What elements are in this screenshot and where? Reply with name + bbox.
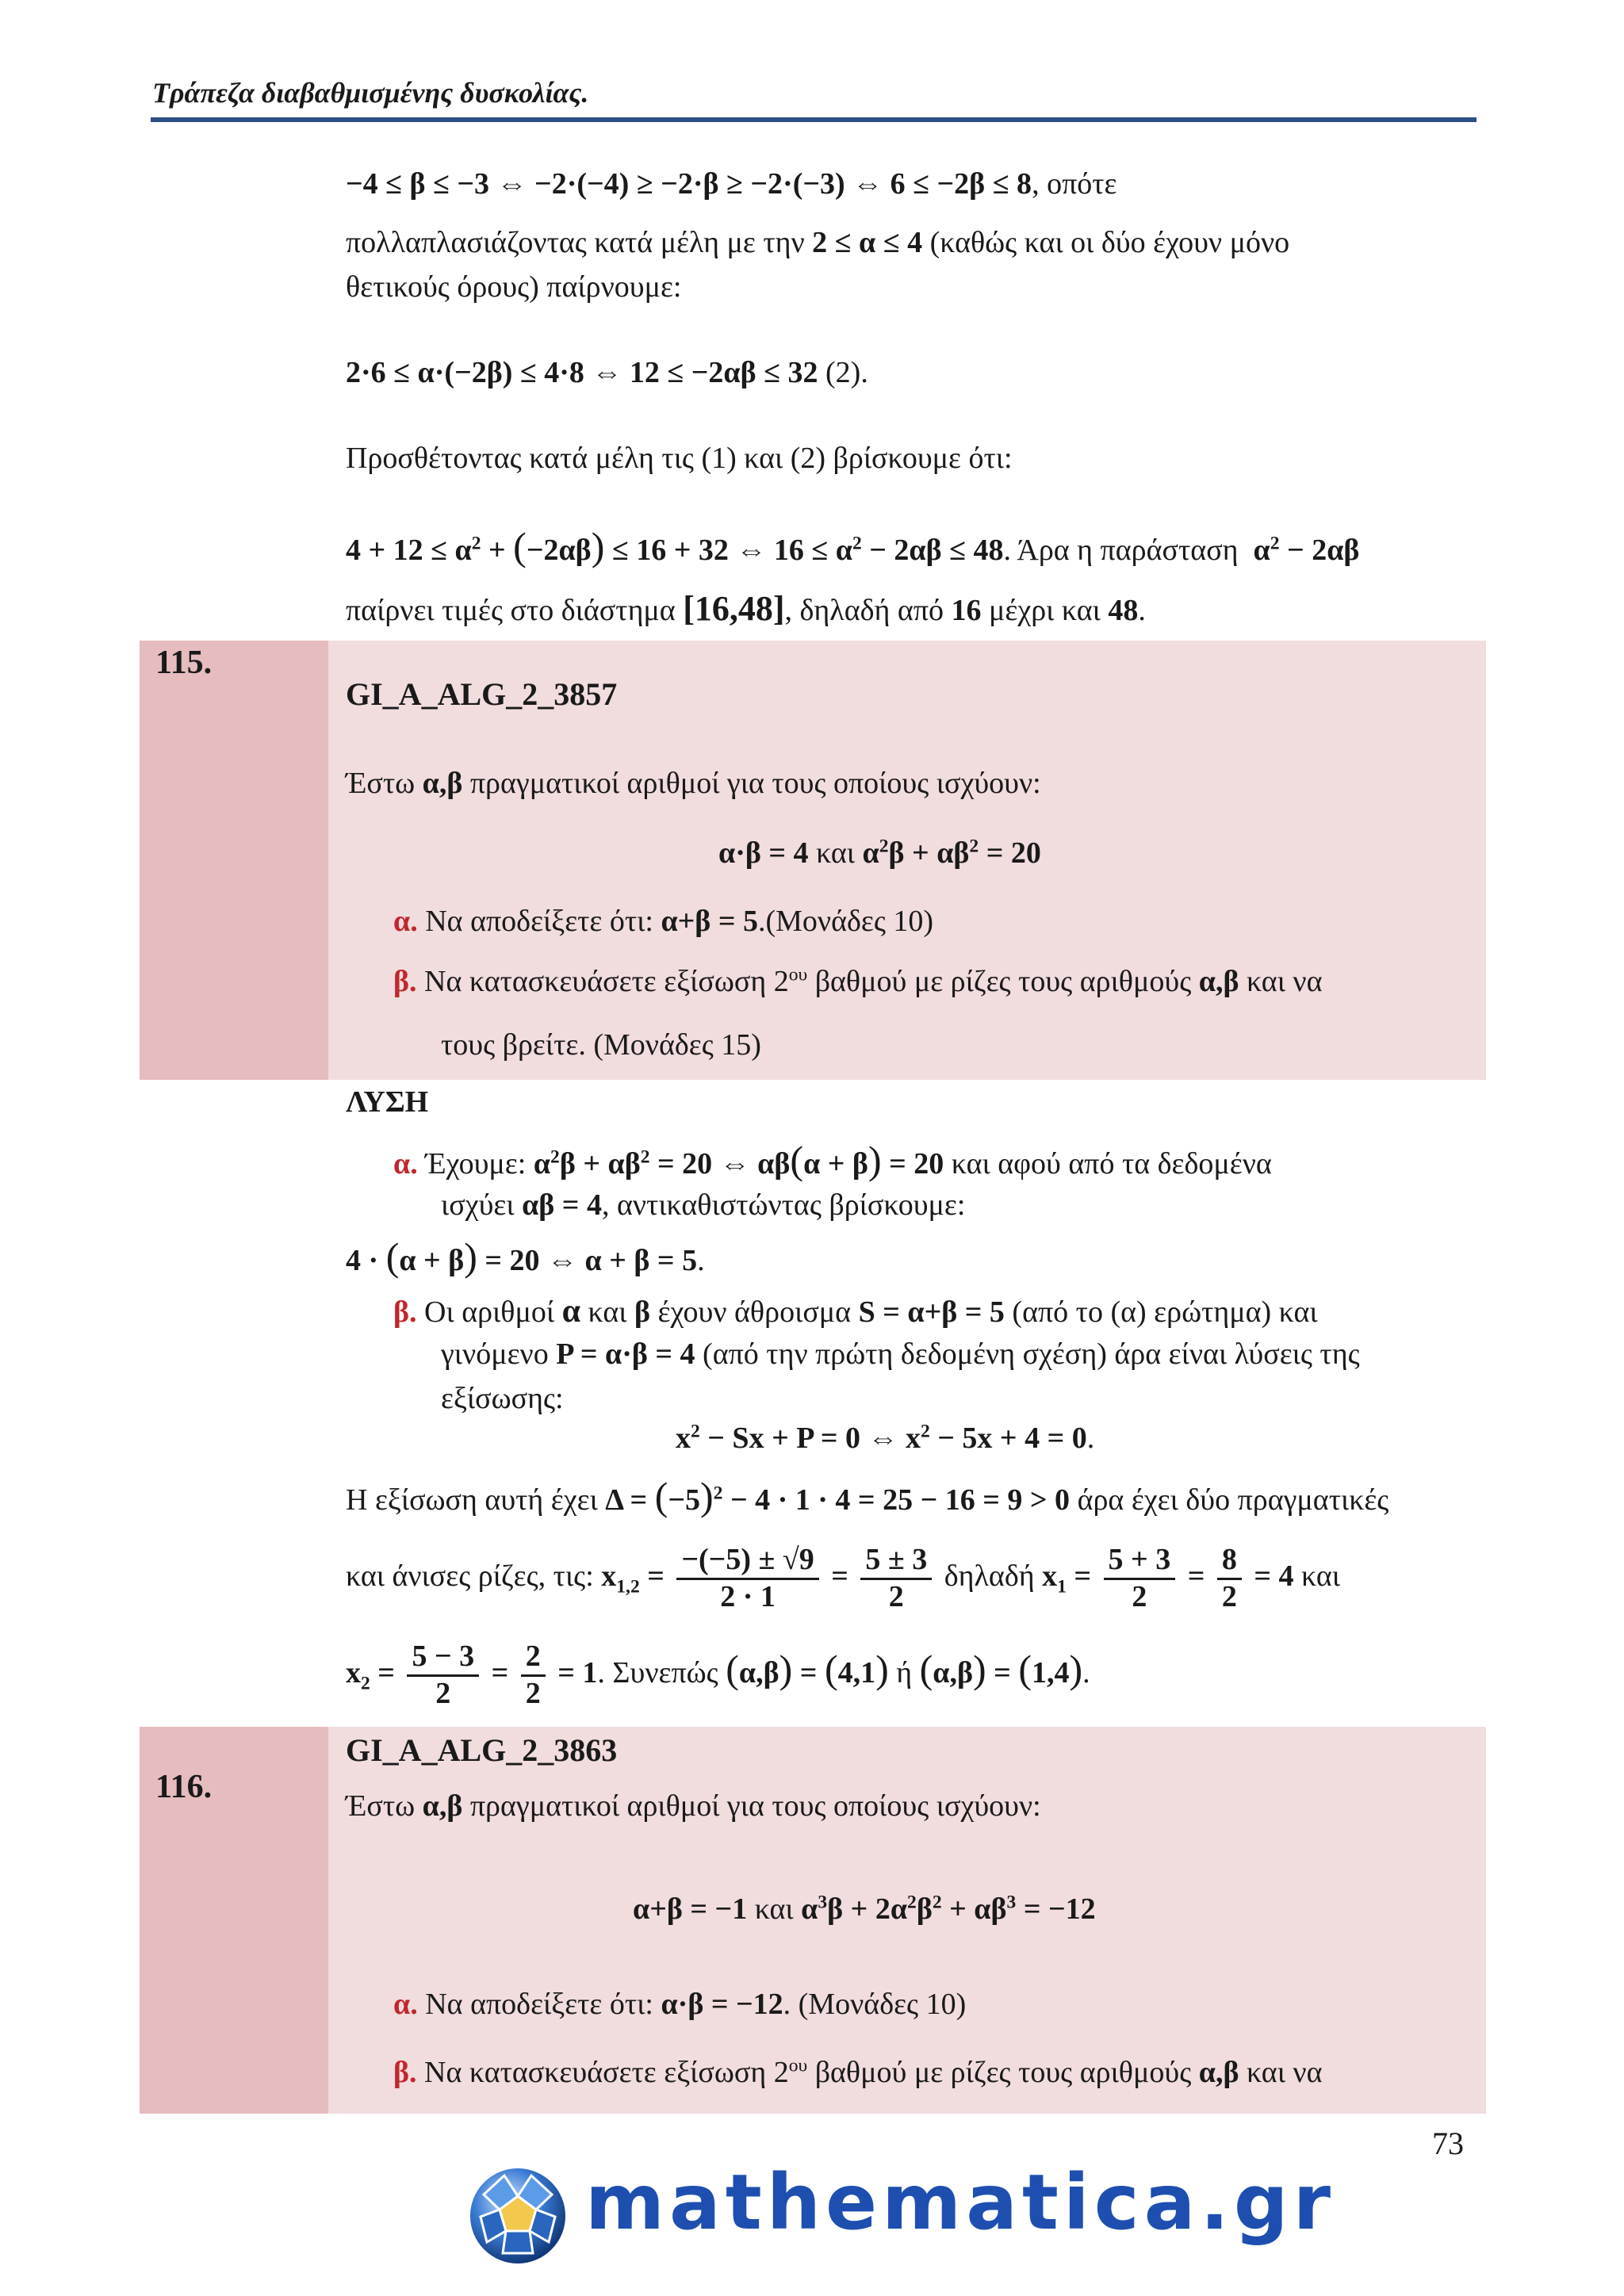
solution-x2-frac-2: $\frac{2}{2}$ <box>521 1640 546 1711</box>
top-line-5: Προσθέτοντας κατά μέλη τις (1) και (2) βρίσκουμε ότι: <box>346 442 1013 475</box>
page-number: 73 <box>1432 2126 1464 2161</box>
solution-b-prod: P = α·β = 4 <box>556 1337 695 1371</box>
q115-part-a-text: Να αποδείξετε ότι: <box>425 905 653 938</box>
solution-roots-x1: $x_1$ = <box>1042 1559 1092 1598</box>
q115-part-b-line2: τους βρείτε. (Μονάδες 15) <box>441 1028 761 1062</box>
top-line-4-math: 2·6 ≤ α·(−2β) ≤ 4·8 ⇔ 12 ≤ −2αβ ≤ 32 <box>346 356 818 389</box>
top-line-4 <box>346 355 868 390</box>
solution-pair-1: (α,β) = (4,1) <box>726 1646 889 1691</box>
solution-b-beta: β <box>634 1295 651 1329</box>
solution-b-line3: εξίσωσης: <box>441 1382 564 1415</box>
solution-roots-x12: $x_{1,2}$ = <box>601 1559 665 1598</box>
solution-b-text-1: Οι αριθμοί <box>424 1295 555 1329</box>
solution-quadratic-math: $x^2 - Sx + P = 0$ ⇔ $x^2 - 5x + 4 = 0$ <box>676 1421 1087 1455</box>
q116-part-b-text-3: και να <box>1246 2056 1323 2089</box>
solution-a-line2-text-b: , αντικαθιστώντας βρίσκουμε: <box>601 1188 966 1222</box>
solution-x2-label: $x_2$ = <box>346 1655 395 1694</box>
solution-x2 <box>346 1640 1090 1711</box>
solution-roots-eq-2: = <box>1187 1559 1205 1593</box>
q116-part-a-label: α. <box>393 1988 418 2021</box>
solution-a-line2-math: αβ = 4 <box>522 1188 602 1222</box>
q115-part-a-math: α+β = 5 <box>661 905 758 938</box>
q116-intro <box>346 1789 1041 1823</box>
top-line-2-math: 2 ≤ α ≤ 4 <box>812 226 923 259</box>
solution-roots <box>346 1543 1340 1614</box>
solution-roots-eq-1: = <box>831 1559 848 1593</box>
solution-x2-text: . Συνεπώς <box>597 1655 718 1689</box>
solution-roots-frac-3: $\frac{5 + 3}{2}$ <box>1104 1543 1176 1614</box>
solution-b-text-3: (από το (α) ερώτημα) και <box>1012 1295 1318 1329</box>
solution-b-and: και <box>588 1295 627 1329</box>
header-rule <box>151 117 1477 122</box>
solution-roots-frac-4: $\frac{8}{2}$ <box>1217 1543 1242 1614</box>
top-line-1-text: , οπότε <box>1032 167 1117 201</box>
q116-part-b-text-2: βαθμού με ρίζες τους αριθμούς <box>814 2056 1192 2089</box>
q115-part-a-label: α. <box>393 905 418 938</box>
q115-given-and: και <box>816 836 856 870</box>
solution-a-line3-end: . <box>697 1244 705 1277</box>
top-line-6-math: $4 + 12 \le \alpha^2 + (-2\alpha\beta) \le 16 + 32$ ⇔ $16 \le \alpha^2 - 2\alpha\beta \le 48$ <box>346 524 1004 568</box>
q116-given <box>633 1892 1096 1927</box>
top-line-7-interval: [16,48] <box>683 589 785 628</box>
q116-part-a <box>393 1987 966 2022</box>
q115-given <box>718 836 1041 871</box>
q116-intro-vars: α,β <box>422 1789 463 1823</box>
logo-text: mathematica.gr <box>585 2158 1335 2247</box>
solution-a-text-2: και αφού από τα δεδομένα <box>951 1147 1272 1181</box>
q115-part-b-text-3: και να <box>1246 965 1323 998</box>
solution-pair-2: (α,β) = (1,4) <box>919 1646 1083 1691</box>
top-line-7-from: 16 <box>951 594 982 627</box>
q116-given-and: και <box>754 1892 794 1926</box>
solution-roots-text-c: και <box>1301 1559 1340 1593</box>
solution-x2-eq: = <box>491 1655 509 1689</box>
q116-part-a-marks: . (Μονάδες 10) <box>783 1988 967 2021</box>
q116-given-1: α+β = −1 <box>633 1892 748 1926</box>
solution-heading: ΛΥΣΗ <box>346 1085 429 1119</box>
top-line-7-text-b: , δηλαδή από <box>784 594 944 627</box>
solution-roots-frac-2: $\frac{5 \pm 3}{2}$ <box>860 1543 932 1614</box>
solution-roots-frac-1: $\frac{-(-5) \pm √9}{2 \cdot 1}$ <box>676 1543 818 1614</box>
q116-intro-text-a: Έστω <box>346 1789 416 1823</box>
top-line-7-end: . <box>1138 594 1146 627</box>
solution-roots-text-b: δηλαδή <box>944 1559 1035 1593</box>
solution-disc-math: $\Delta = (-5)^2 - 4 \cdot 1 \cdot 4 = 25 - 16 = 9 > 0$ <box>605 1474 1071 1518</box>
top-line-6-expr: $\alpha^2 - 2\alpha\beta$ <box>1246 533 1360 567</box>
q115-number-cell <box>140 641 328 1080</box>
top-line-2-text-a: πολλαπλασιάζοντας κατά μέλη με την <box>346 226 805 259</box>
solution-disc-text-b: άρα έχει δύο πραγματικές <box>1077 1483 1389 1517</box>
q115-intro-vars: α,β <box>422 767 463 800</box>
q116-part-b-label: β. <box>393 2056 417 2089</box>
q116-part-a-math: α·β = −12 <box>661 1988 783 2021</box>
solution-a-line3 <box>346 1234 705 1280</box>
solution-discriminant <box>346 1473 1388 1519</box>
solution-or: ή <box>896 1655 913 1689</box>
q115-given-2: $\alpha^2\beta + \alpha\beta^2 = 20$ <box>862 836 1041 870</box>
solution-a-text-1: Έχουμε: <box>425 1147 527 1181</box>
q115-part-b-label: β. <box>393 965 417 998</box>
q116-intro-text-b: πραγματικοί αριθμοί για τους οποίους ισχύουν: <box>469 1789 1041 1823</box>
solution-final-end: . <box>1082 1655 1090 1689</box>
solution-a-math: $\alpha^2\beta + \alpha\beta^2 = 20$ ⇔ αβ(α + β) = 20 <box>533 1138 944 1182</box>
page-header: Τράπεζα διαβαθμισμένης δυσκολίας. <box>152 77 589 109</box>
top-line-6 <box>346 523 1359 569</box>
q115-intro-text-b: πραγματικοί αριθμοί για τους οποίους ισχύουν: <box>469 767 1041 800</box>
q115-part-b-sup: ου <box>788 964 808 985</box>
q115-part-b-text-1: Να κατασκευάσετε εξίσωση 2 <box>424 965 789 998</box>
q116-part-b-sup: ου <box>788 2055 808 2076</box>
solution-b-alpha: α <box>561 1293 581 1330</box>
solution-disc-text-a: Η εξίσωση αυτή έχει <box>346 1483 598 1517</box>
top-line-7 <box>346 588 1146 629</box>
q116-code: GI_A_ALG_2_3863 <box>346 1732 618 1768</box>
solution-quadratic: $x^2 - Sx + P = 0$ ⇔ $x^2 - 5x + 4 = 0$. <box>676 1421 1095 1455</box>
q115-given-1: α·β = 4 <box>718 836 809 870</box>
q116-part-b <box>393 2055 1323 2090</box>
q115-part-b-text-2: βαθμού με ρίζες τους αριθμούς <box>814 965 1192 998</box>
solution-a-line3-math: 4 · (α + β) = 20 ⇔ α + β = 5 <box>346 1234 698 1279</box>
solution-roots-x1-value: = 4 <box>1254 1559 1294 1593</box>
top-line-2-text-b: (καθώς και οι δύο έχουν μόνο <box>929 226 1290 259</box>
solution-b-line2-text-b: (από την πρώτη δεδομένη σχέση) άρα είναι λύσεις της <box>703 1337 1360 1371</box>
q115-intro <box>346 766 1041 801</box>
solution-a-line2-text-a: ισχύει <box>441 1188 515 1222</box>
q115-number: 115. <box>155 645 213 681</box>
top-line-7-text-c: μέχρι και <box>989 594 1101 627</box>
q115-part-a <box>393 904 933 939</box>
solution-b-line2 <box>441 1337 1360 1372</box>
q115-part-b <box>393 964 1323 999</box>
top-line-7-text-a: παίρνει τιμές στο διάστημα <box>346 594 676 627</box>
solution-a-line1 <box>393 1137 1272 1183</box>
logo-ball-icon <box>466 2164 569 2267</box>
top-line-1-math: −4 ≤ β ≤ −3 ⇔ −2·(−4) ≥ −2·β ≥ −2·(−3) ⇔ 6 ≤ −2β ≤ 8 <box>346 167 1032 201</box>
solution-a-label: α. <box>393 1147 418 1181</box>
top-line-7-to: 48 <box>1108 594 1139 627</box>
solution-b-sum: S = α+β = 5 <box>858 1295 1005 1329</box>
solution-b-label: β. <box>393 1295 417 1329</box>
solution-roots-text-a: και άνισες ρίζες, τις: <box>346 1559 594 1593</box>
q115-code: GI_A_ALG_2_3857 <box>346 676 618 712</box>
q115-intro-text-a: Έστω <box>346 767 416 800</box>
q116-given-2: $\alpha^3\beta + 2\alpha^2\beta^2 + \alpha\beta^3 = -12$ <box>801 1892 1096 1926</box>
q115-part-b-vars: α,β <box>1198 965 1239 998</box>
q116-part-b-text-1: Να κατασκευάσετε εξίσωση 2 <box>424 2056 789 2089</box>
q116-part-a-text: Να αποδείξετε ότι: <box>425 1988 653 2021</box>
top-line-1 <box>346 166 1116 201</box>
q116-part-b-vars: α,β <box>1198 2056 1239 2089</box>
solution-x2-frac-1: $\frac{5 - 3}{2}$ <box>407 1640 479 1711</box>
top-line-6-text: . Άρα η παράσταση <box>1003 534 1239 567</box>
q116-number: 116. <box>155 1769 213 1805</box>
top-line-2 <box>346 225 1289 260</box>
q115-part-a-marks: .(Μονάδες 10) <box>757 905 934 938</box>
solution-a-line2 <box>441 1188 965 1223</box>
solution-b-line2-text-a: γινόμενο <box>441 1337 549 1371</box>
top-line-4-text: (2). <box>825 356 868 389</box>
solution-b-line1 <box>393 1292 1318 1330</box>
top-line-3: θετικούς όρους) παίρνουμε: <box>346 270 682 304</box>
solution-x2-value: = 1 <box>557 1655 598 1689</box>
solution-b-text-2: έχουν άθροισμα <box>657 1295 852 1329</box>
